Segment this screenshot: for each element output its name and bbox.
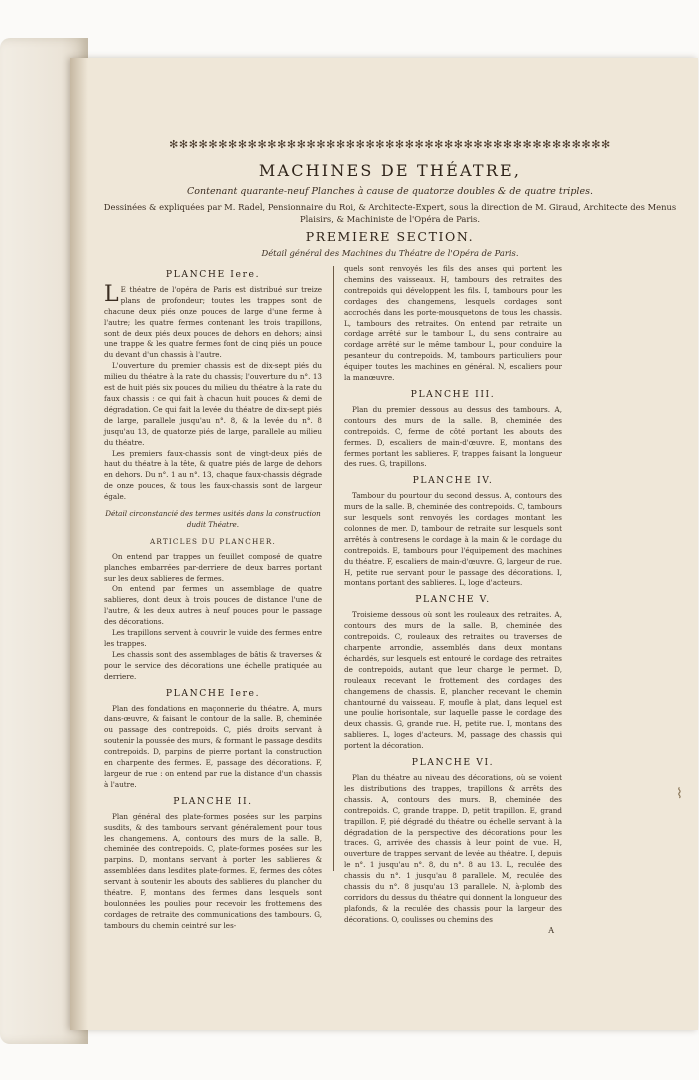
ornament-border: ✻✻✻✻✻✻✻✻✻✻✻✻✻✻✻✻✻✻✻✻✻✻✻✻✻✻✻✻✻✻✻✻✻✻✻✻✻✻✻✻✻✻✻✻✻: [169, 138, 611, 151]
plate-heading: PLANCHE IV.: [412, 475, 494, 487]
page-edge-mark: ⌇: [676, 786, 683, 802]
left-column: [104, 264, 322, 937]
paragraph-text: E théatre de l'opéra de Paris est distribué sur treize plans de profondeur; toutes les trappes sont de chacune deux piés onze pouces de large d'une ferme à l'autre; les quatre fermes contenant les trois trapillons, sont de deux piés deux pouces de dehors en dehors; ainsi une trappe & les quatre fermes font de cinq piés un pouce du devant d'un chassis à l'autre.: [104, 284, 322, 360]
text-columns: [92, 264, 688, 937]
drop-cap: L: [104, 281, 119, 307]
page-title: MACHINES DE THÉATRE,: [258, 161, 522, 180]
plate-heading: PLANCHE II.: [173, 795, 253, 807]
paragraph: Tambour du pourtour du second dessus. A, contours des murs de la salle. B, cheminée des contrepoids. C, tambours sur lesquels sont renvoyés les cordages montant les colonnes de mer. D, tambour de retraite sur lesquels sont arrêtés à contresens le cordage à la main & le cordage du contrepoids. E, tambours pour l'équipement des machines du théatre. F, escaliers de main-d'œuvre. G, largeur de rue. H, petite rue servant pour le passage des décorations. I, montans portant des sablieres. L, loge d'acteurs.: [344, 491, 562, 588]
paragraph: Troisieme dessous où sont les rouleaux des retraites. A, contours des murs de la salle. B, cheminée des contrepoids. C, rouleaux des retraites ou traverses de charpente arrondie, assemblés dans deux montans échardés, sur lesquels est entouré le cordage des retraites de contrepoids, autant que leur charge le permet. D, rouleaux recevant le frottement des cordages des changemens de chassis. E, plancher recevant le chemin chantourné du vaisseau. F, moufle à plat, dans lequel est une poulie horisontale, sur laquelle passe le cordage des deux chassis. G, grande rue. H, petite rue. I, montans des sablieres. L, loges d'acteurs. M, passage des chassis qui portent la décoration.: [344, 610, 562, 751]
column-divider: [333, 266, 334, 871]
plate-heading: PLANCHE VI.: [411, 757, 495, 769]
plate-heading: PLANCHE Iere.: [165, 269, 261, 280]
catchword: A: [548, 925, 554, 935]
articles-heading: ARTICLES DU PLANCHER.: [150, 536, 276, 546]
paragraph: Plan général des plate-formes posées sur les parpins susdits, & des tambours servant généralement pour tous les changemens. A, contours des murs de la salle. B, cheminée des contrepoids. C, plate-formes posées sur les parpins. D, montans servant à porter les sablieres & assemblées dans lesdites plate-formes. E, fermes des côtes servant à soutenir les abouts des sablieres du plancher du théatre. F, montans des fermes dans lesquels sont boulonnées les poulies pour recevoir les frottemens des cordages de retraite des communications des tambours. G, tambours du chemin ceintré sur les-: [104, 811, 322, 930]
paragraph: Les chassis sont des assemblages de bâtis & traverses & pour le service des décorations une échelle pratiquée au derriere.: [104, 649, 322, 681]
plate-heading: PLANCHE V.: [415, 594, 491, 606]
page-gutter-shadow: [70, 58, 88, 1030]
right-column: [344, 264, 562, 937]
section-title: PREMIERE SECTION.: [305, 229, 475, 244]
subtitle: Contenant quarante-neuf Planches à cause de quatorze doubles & de quatre triples.: [187, 186, 593, 197]
paragraph: quels sont renvoyés les fils des anses qui portent les chemins des vaisseaux. H, tambours des retraites des contrepoids qui développent les fils. I, tambours pour les cordages des changemens, lesquels cordages sont accrochés dans les porte-mousquetons de tous les chassis. L, tambours des retraites. On entend par retraite un cordage arrêté sur le tambour L, du sens contraire au cordage arrêté sur le même tambour L, pour conduire la pesanteur du contrepoids. M, tambours particuliers pour équiper toutes les machines en général. N, escaliers pour la manœuvre.: [344, 264, 562, 383]
authors-line: Dessinées & expliquées par M. Radel, Pensionnaire du Roi, & Architecte-Expert, sous la direction de M. Giraud, Architecte des Menus Plaisirs, & Machiniste de l'Opéra de Paris.: [103, 202, 677, 224]
plate-heading: PLANCHE III.: [410, 388, 496, 400]
paragraph: Plan des fondations en maçonnerie du théatre. A, murs dans-œuvre, & faisant le contour de la salle. B, cheminée ou passage des contrepoids. C, piés droits servant à soutenir la poussée des murs, & formant le passage desdits contrepoids. D, parpins de pierre portant la construction en charpente des fermes. E, passage des décorations. F, largeur de rue : on entend par rue la distance d'un chassis à l'autre.: [104, 703, 322, 789]
paragraph: On entend par trappes un feuillet composé de quatre planches embarrées par-derriere de deux barres portant sur les deux sablieres de fermes.: [104, 551, 322, 583]
page-content: [92, 138, 688, 937]
italic-note: Détail circonstancié des termes usités dans la construction dudit Théatre.: [105, 509, 321, 529]
paragraph: Plan du premier dessous au dessus des tambours. A, contours des murs de la salle. B, cheminée des contrepoids. C, ferme de côté portant les abouts des fermes. D, escaliers de main-d'œuvre. E, montans des fermes portant les sablieres. F, trappes faisant la longueur des rues. G, trapillons.: [344, 404, 562, 469]
detail-line: Détail général des Machines du Théatre de l'Opéra de Paris.: [261, 248, 519, 258]
plate-heading: PLANCHE Iere.: [165, 687, 261, 699]
paragraph: L'ouverture du premier chassis est de dix-sept piés du milieu du théatre à la rate du chassis; l'ouverture du n°. 13 est de huit piés six pouces du milieu du théatre à la rate du faux chassis : ce qui fait à chacun huit pouces & demi de dégradation. Ce qui fait la levée du théatre de dix-sept piés de large, parallele jusqu'au n°. 8, & la levée du n°. 8 jusqu'au 13, de quatorze piés de large, parallele au milieu du théatre.: [104, 361, 322, 447]
paragraph: Plan du théatre au niveau des décorations, où se voient les distributions des trappes, trapillons & arrêts des chassis. A, contours des murs. B, cheminée des contrepoids. C, grande trappe. D, petit trapillon. E, grand trapillon. F, pié dégradé du théatre ou échelle servant à la dégradation de la perspective des décorations pour les traces. G, arrivée des chassis à leur point de vue. H, ouverture de trappes servant de levée au théatre. I, depuis le n°. 1 jusqu'au n°. 8, du n°. 8 au 13. L, reculée des chassis du n°. 1 jusqu'au 8 parallele. M, reculée des chassis du n°. 8 jusqu'au 13 parallele. N, à-plomb des corridors du dessus du théatre qui donnent la longueur des plafonds, & la reculée des chassis pour la largeur des décorations. O, coulisses ou chemins des: [344, 772, 562, 924]
paragraph: Les trapillons servent à couvrir le vuide des fermes entre les trappes.: [104, 628, 322, 648]
paragraph: On entend par fermes un assemblage de quatre sablieres, dont deux à trois pouces de distance l'une de l'autre, & les deux autres à neuf pouces pour le passage des décorations.: [104, 584, 322, 627]
paragraph: Les premiers faux-chassis sont de vingt-deux piés de haut du théatre à la tête, & quatre piés de large de dehors en dehors. Du n°. 1 au n°. 13, chaque faux-chassis dégrade de onze pouces, & tous les faux-chassis sont de largeur égale.: [104, 448, 322, 502]
paragraph: [104, 281, 322, 361]
